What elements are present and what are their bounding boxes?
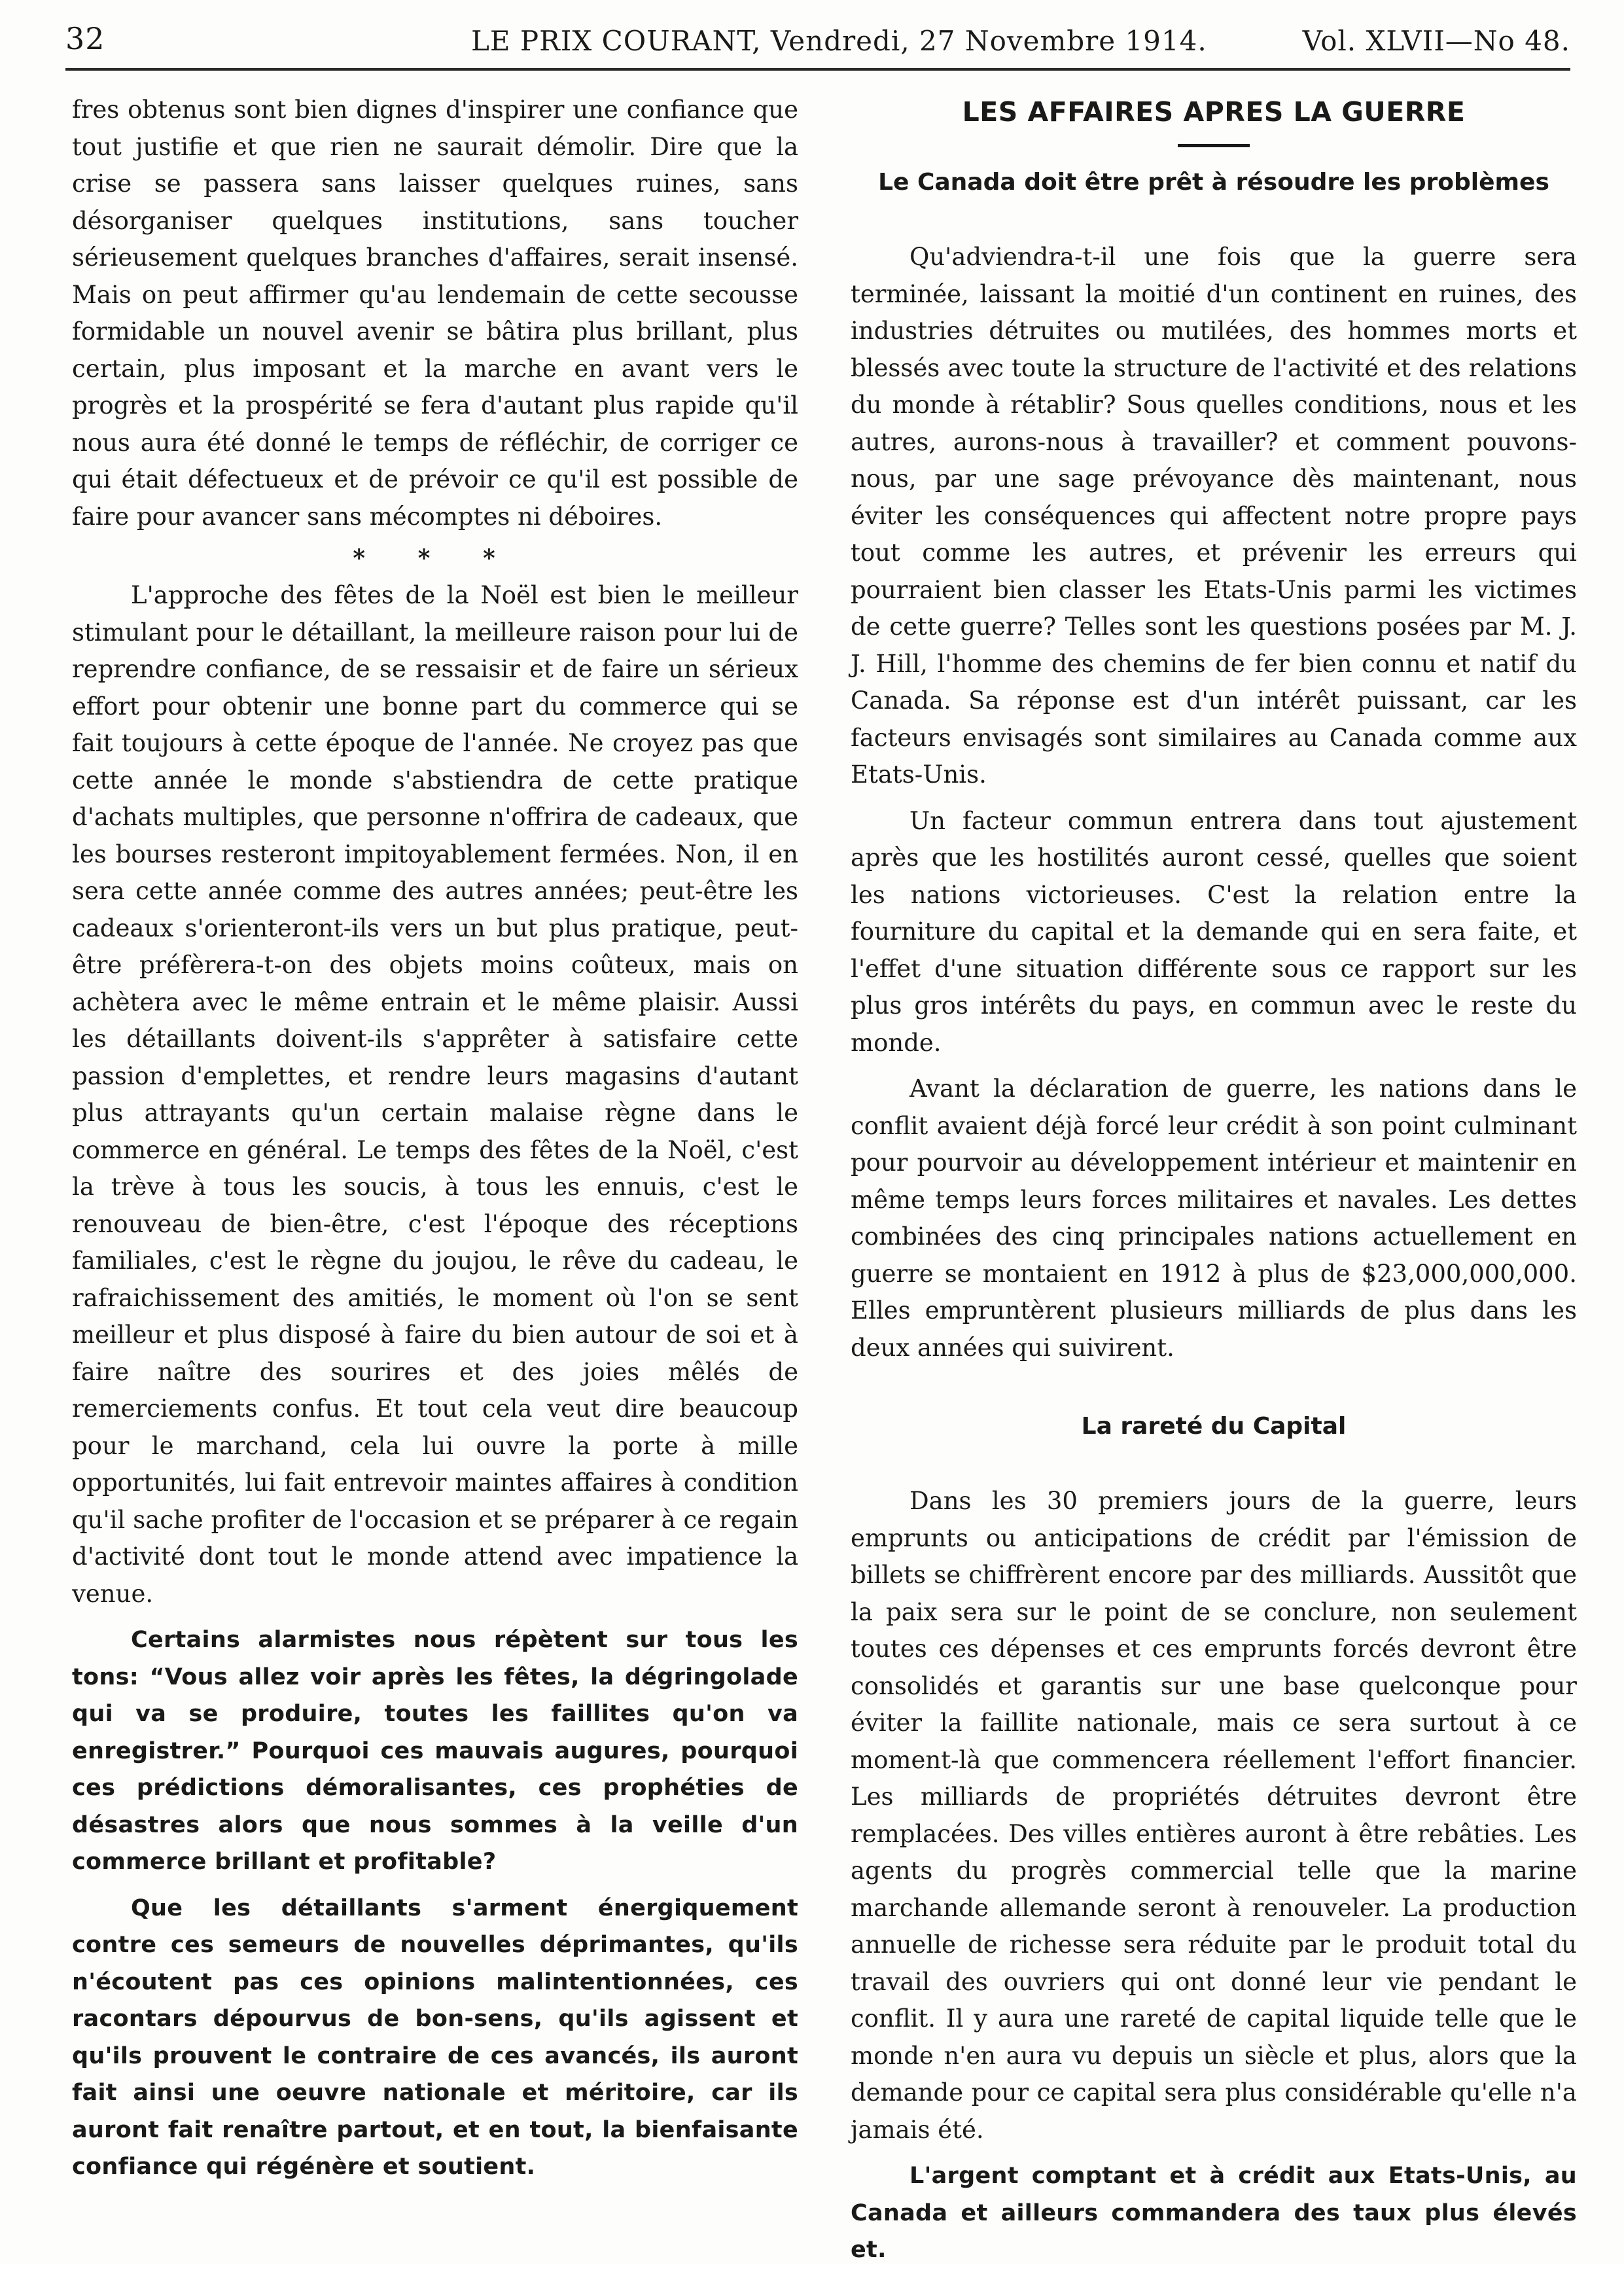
right-column (851, 92, 1577, 2278)
heading-rule (1178, 144, 1250, 147)
volume-number: Vol. XLVII—No 48. (1302, 25, 1570, 57)
left-paragraph-2: L'approche des fêtes de la Noël est bien le meilleur stimulant pour le détaillant, la meilleure raison pour lui de reprendre confiance, de se ressaisir et de faire un sérieux effort pour obtenir une bonne part du commerce qui se fait toujours à cette époque de l'année. Ne croyez pas que cette année le monde s'abstiendra de cette pratique d'achats multiples, que personne n'offrira de cadeaux, que les bourses resteront impitoyablement fermées. Non, il en sera cette année comme des autres années; peut-être les cadeaux s'orienteront-ils vers un but plus pratique, peut-être préfèrera-t-on des objets moins coûteux, mais on achètera avec le même entrain et le même plaisir. Aussi les détaillants doivent-ils s'apprêter à satisfaire cette passion d'emplettes, et rendre leurs magasins d'autant plus attrayants qu'un certain malaise règne dans le commerce en général. Le temps des fêtes de la Noël, c'est la trève à tous les soucis, à tous les ennuis, c'est le renouveau de bien-être, c'est l'époque des réceptions familiales, c'est le règne du joujou, le rêve du cadeau, le rafraichissement des amitiés, le moment où l'on se sent meilleur et plus disposé à faire du bien autour de soi et à faire naître des sourires et des joies mêlés de remerciements confus. Et tout cela veut dire beaucoup pour le marchand, cela lui ouvre la porte à mille opportunités, lui fait entrevoir maintes affaires à condition qu'il sache profiter de l'occasion et se préparer à ce regain d'activité dont tout le monde attend avec impatience la venue. (72, 581, 798, 1608)
left-paragraph-1: fres obtenus sont bien dignes d'inspirer une confiance que tout justifie et que rien ne saurait démolir. Dire que la crise se passera sans laisser quelques ruines, sans désorganiser quelques institutions, sans toucher sérieusement quelques branches d'affaires, serait insensé. Mais on peut affirmer qu'au lendemain de cette secousse formidable un nouvel avenir se bâtira plus brillant, plus certain, plus imposant et la marche en avant vers le progrès et la prospérité se fera d'autant plus rapide qu'il nous aura été donné le temps de réfléchir, de corriger ce qui était défectueux et de prévoir ce qu'il est possible de faire pour avancer sans mécomptes ni déboires. (72, 96, 798, 531)
section-separator: * * * (353, 544, 518, 572)
section-title: La rareté du Capital (1081, 1413, 1347, 1440)
header-rule (65, 68, 1570, 71)
left-paragraph-3: Certains alarmistes nous répètent sur tous les tons: “Vous allez voir après les fêtes, la dégringolade qui va se produire, toutes les faillites qu'on va enregistrer.” Pourquoi ces mauvais augures, pourquoi ces prédictions démoralisantes, ces prophéties de désastres alors que nous sommes à la veille d'un commerce brillant et profitable? (72, 1627, 798, 1875)
article-heading: LES AFFAIRES APRES LA GUERRE (962, 96, 1466, 128)
left-paragraph-4: Que les détaillants s'arment énergiquement contre ces semeurs de nouvelles déprimantes, qu'ils n'écoutent pas ces opinions malintentionnées, ces racontars dépourvus de bon-sens, qu'ils agissent et qu'ils prouvent le contraire de ces avancés, ils auront fait ainsi une oeuvre nationale et méritoire, car ils auront fait renaître partout, et en tout, la bienfaisante confiance qui régénère et soutient. (72, 1895, 798, 2180)
page-number: 32 (65, 21, 105, 56)
right-paragraph-3: Avant la déclaration de guerre, les nations dans le conflit avaient déjà forcé leur crédit à son point culminant pour pourvoir au développement intérieur et maintenir en même temps leurs forces militaires et navales. Les dettes combinées des cinq principales nations actuellement en guerre se montaient en 1912 à plus de $23,000,000,000. Elles empruntèrent plusieurs milliards de plus dans les deux années qui suivirent. (851, 1075, 1577, 1362)
left-column (72, 92, 798, 2195)
right-paragraph-1: Qu'adviendra-t-il une fois que la guerre sera terminée, laissant la moitié d'un continent en ruines, des industries détruites ou mutilées, des hommes morts et blessés avec toute la structure de l'activité et des relations du monde à rétablir? Sous quelles conditions, nous et les autres, aurons-nous à travailler? et comment pouvons-nous, par une sage prévoyance dès maintenant, nous éviter les conséquences qui affectent notre propre pays tout comme les autres, et prévenir les erreurs qui pourraient bien classer les Etats-Unis parmi les victimes de cette guerre? Telles sont les questions posées par M. J. J. Hill, l'homme des chemins de fer bien connu et natif du Canada. Sa réponse est d'un intérêt puissant, car les facteurs envisagés sont similaires au Canada comme aux Etats-Unis. (851, 243, 1577, 789)
article-subheading: Le Canada doit être prêt à résoudre les problèmes (878, 169, 1549, 196)
publication-title: LE PRIX COURANT, Vendredi, 27 Novembre 1914. (471, 25, 1207, 57)
page-header (65, 16, 1570, 68)
right-paragraph-5: L'argent comptant et à crédit aux Etats-Unis, au Canada et ailleurs commandera des taux plus élevés et. (851, 2163, 1577, 2263)
right-paragraph-2: Un facteur commun entrera dans tout ajustement après que les hostilités auront cessé, quelles que soient les nations victorieuses. C'est la relation entre la fourniture du capital et la demande qui en sera faite, et l'effet d'une situation différente sous ce rapport sur les plus gros intérêts du pays, en commun avec le reste du monde. (851, 806, 1577, 1057)
right-paragraph-4: Dans les 30 premiers jours de la guerre, leurs emprunts ou anticipations de crédit par l'émission de billets se chiffrèrent encore par des milliards. Aussitôt que la paix sera sur le point de se conclure, non seulement toutes ces dépenses et ces emprunts forcés devront être consolidés et garantis sur une base quelconque pour éviter la faillite nationale, mais ce sera surtout à ce moment-là que commencera réellement l'effort financier. Les milliards de propriétés détruites devront être remplacées. Des villes entières auront à être rebâties. Les agents du progrès commercial telle que la marine marchande allemande seront à renouveler. La production annuelle de richesse sera réduite par le produit total du travail des ouvriers qui ont donné leur vie pendant le conflit. Il y aura une rareté de capital liquide telle que le monde n'en aura vu depuis un siècle et plus, alors que la demande pour ce capital sera plus considérable qu'elle n'a jamais été. (851, 1487, 1577, 2144)
